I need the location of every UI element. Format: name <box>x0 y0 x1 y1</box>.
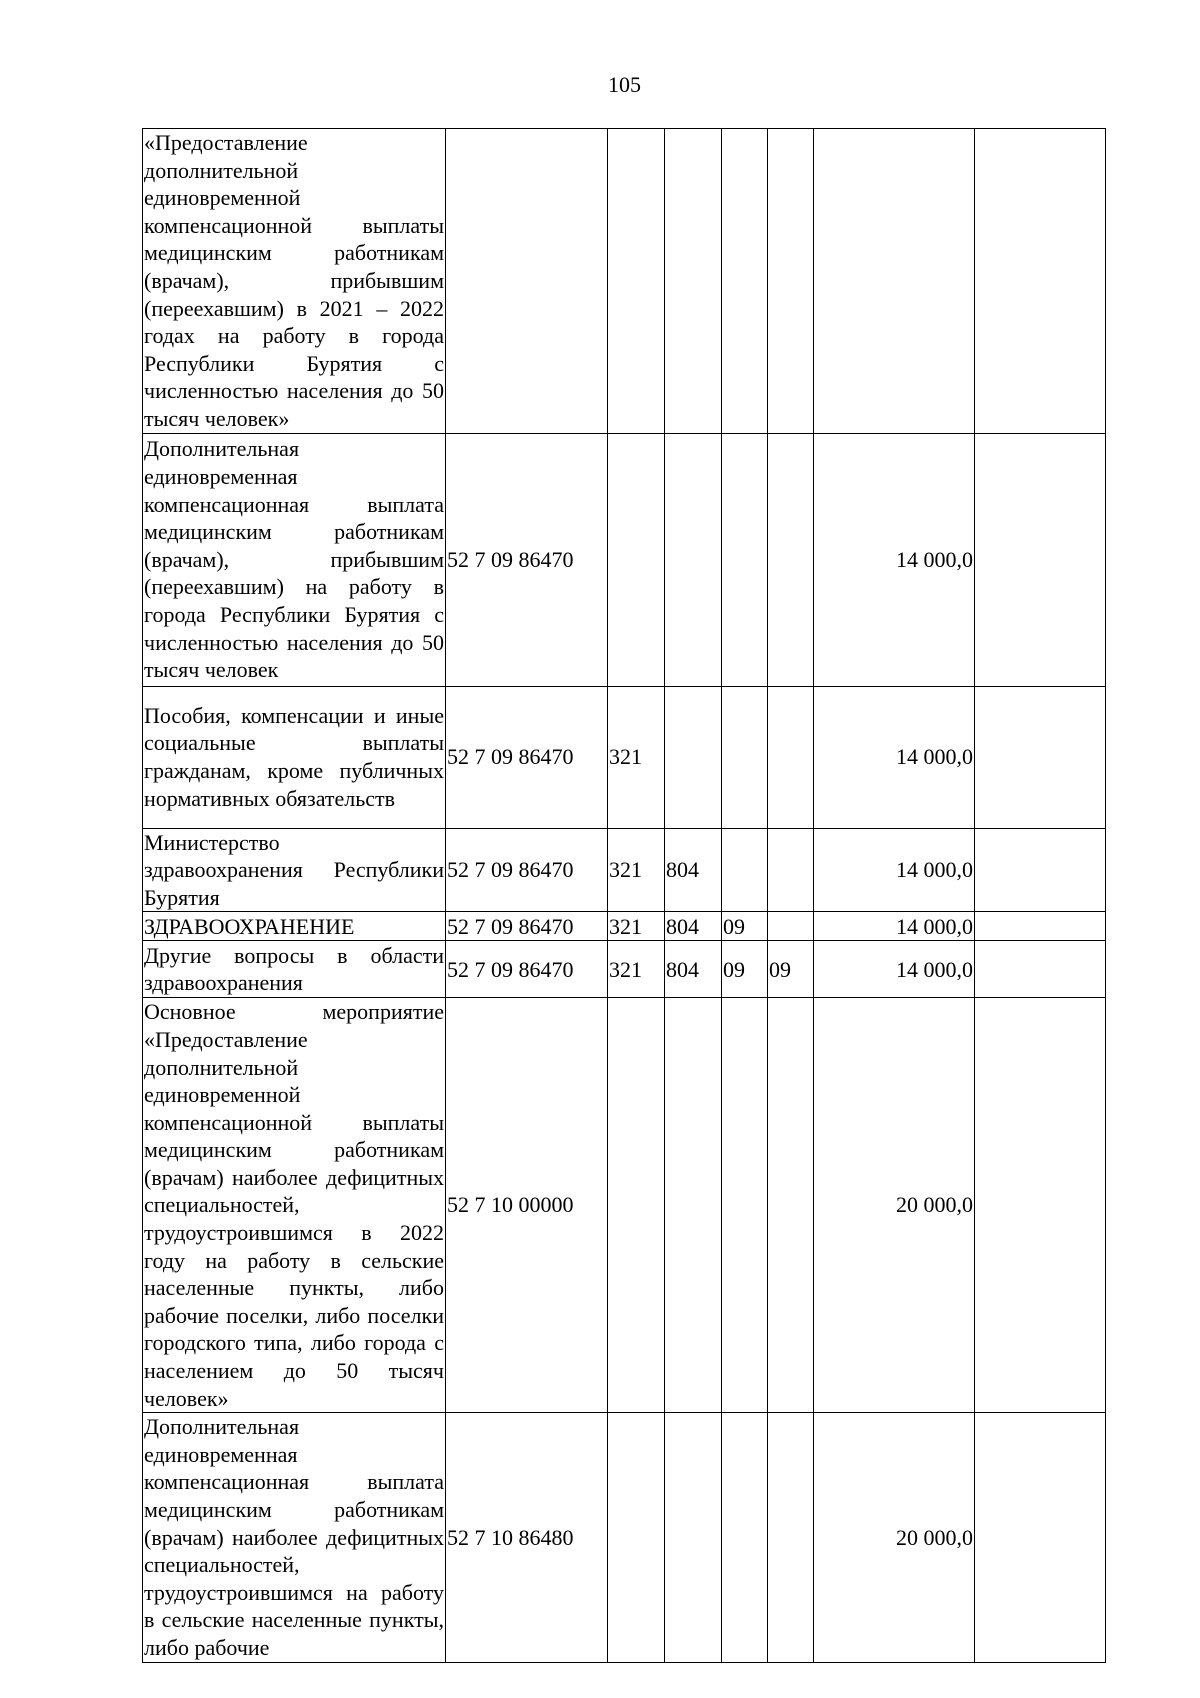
row-name: Дополнительная единовременная компенсационная выплата медицинским работникам (врачам) наиболее дефицитных специальностей, трудоустроившимся на работу в сельские населенные пункты, либо рабочие <box>143 1413 446 1662</box>
target-article-code: 52 7 10 86480 <box>446 1413 608 1662</box>
ministry-code: 804 <box>665 912 722 941</box>
subsection-code <box>768 433 814 686</box>
section-code <box>722 1413 768 1662</box>
row-name: Основное мероприятие «Предоставление дополнительной единовременной компенсационной выплаты медицинским работникам (врачам) наиболее дефицитных специальностей, трудоустроившимся в 2022 году на работу в сельские населенные пункты, либо рабочие поселки, либо поселки городского типа, либо города с населением до 50 тысяч человек» <box>143 998 446 1413</box>
target-article-code: 52 7 09 86470 <box>446 433 608 686</box>
amount: 14 000,0 <box>814 941 975 998</box>
expense-type-code <box>608 998 665 1413</box>
row-name: ЗДРАВООХРАНЕНИЕ <box>143 912 446 941</box>
subsection-code <box>768 998 814 1413</box>
section-code <box>722 129 768 434</box>
extra-cell <box>975 686 1106 828</box>
amount: 14 000,0 <box>814 912 975 941</box>
table-body <box>143 129 1106 1663</box>
page-number: 105 <box>608 72 641 97</box>
amount: 14 000,0 <box>814 828 975 912</box>
ministry-code: 804 <box>665 941 722 998</box>
subsection-code: 09 <box>768 941 814 998</box>
section-code <box>722 828 768 912</box>
amount: 14 000,0 <box>814 686 975 828</box>
extra-cell <box>975 129 1106 434</box>
table-row <box>143 433 1106 686</box>
subsection-code <box>768 828 814 912</box>
amount <box>814 129 975 434</box>
expense-type-code: 321 <box>608 686 665 828</box>
row-name: Пособия, компенсации и иные социальные выплаты гражданам, кроме публичных нормативных обязательств <box>143 686 446 828</box>
extra-cell <box>975 433 1106 686</box>
target-article-code: 52 7 09 86470 <box>446 941 608 998</box>
table-row <box>143 941 1106 998</box>
amount: 20 000,0 <box>814 998 975 1413</box>
table-row <box>143 912 1106 941</box>
extra-cell <box>975 941 1106 998</box>
target-article-code: 52 7 09 86470 <box>446 686 608 828</box>
ministry-code <box>665 1413 722 1662</box>
expense-type-code <box>608 129 665 434</box>
ministry-code <box>665 686 722 828</box>
extra-cell <box>975 828 1106 912</box>
amount: 20 000,0 <box>814 1413 975 1662</box>
table-row <box>143 686 1106 828</box>
table-row <box>143 998 1106 1413</box>
ministry-code <box>665 433 722 686</box>
subsection-code <box>768 686 814 828</box>
target-article-code: 52 7 09 86470 <box>446 828 608 912</box>
subsection-code <box>768 912 814 941</box>
section-code: 09 <box>722 941 768 998</box>
row-name: «Предоставление дополнительной единовременной компенсационной выплаты медицинским работникам (врачам), прибывшим (переехавшим) в 2021 – 2022 годах на работу в города Республики Бурятия с численностью населения до 50 тысяч человек» <box>143 129 446 434</box>
expense-type-code: 321 <box>608 941 665 998</box>
row-name: Другие вопросы в области здравоохранения <box>143 941 446 998</box>
ministry-code <box>665 129 722 434</box>
ministry-code: 804 <box>665 828 722 912</box>
section-code <box>722 686 768 828</box>
table-row <box>143 828 1106 912</box>
expense-type-code <box>608 433 665 686</box>
target-article-code: 52 7 09 86470 <box>446 912 608 941</box>
row-name: Дополнительная единовременная компенсационная выплата медицинским работникам (врачам), прибывшим (переехавшим) на работу в города Республики Бурятия с численностью населения до 50 тысяч человек <box>143 433 446 686</box>
section-code <box>722 433 768 686</box>
budget-table <box>142 128 1106 1663</box>
table-row <box>143 1413 1106 1662</box>
extra-cell <box>975 1413 1106 1662</box>
target-article-code: 52 7 10 00000 <box>446 998 608 1413</box>
subsection-code <box>768 129 814 434</box>
expense-type-code <box>608 1413 665 1662</box>
expense-type-code: 321 <box>608 828 665 912</box>
amount: 14 000,0 <box>814 433 975 686</box>
row-name: Министерство здравоохранения Республики Бурятия <box>143 828 446 912</box>
table-row <box>143 129 1106 434</box>
ministry-code <box>665 998 722 1413</box>
target-article-code <box>446 129 608 434</box>
expense-type-code: 321 <box>608 912 665 941</box>
extra-cell <box>975 998 1106 1413</box>
section-code: 09 <box>722 912 768 941</box>
subsection-code <box>768 1413 814 1662</box>
extra-cell <box>975 912 1106 941</box>
section-code <box>722 998 768 1413</box>
